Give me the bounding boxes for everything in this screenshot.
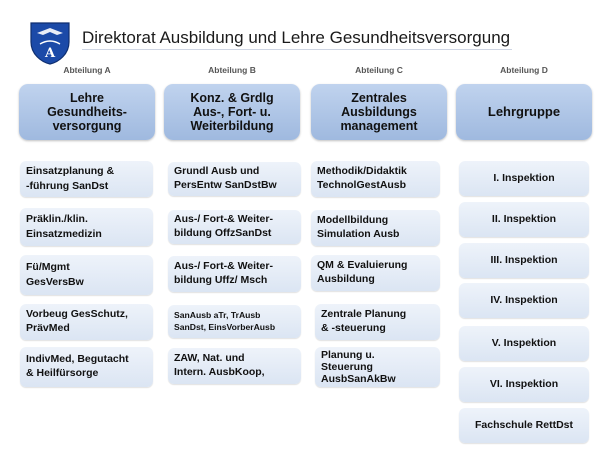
list-item-d4: IV. Inspektion [459, 283, 589, 318]
dept-head-b: Konz. & Grdlg Aus-, Fort- u. Weiterbildung [164, 84, 300, 140]
list-item-b5: ZAW, Nat. und Intern. AusbKoop, [168, 348, 301, 384]
coat-of-arms-logo-icon [28, 20, 72, 66]
list-item-a4: Vorbeug GesSchutz, PrävMed [20, 304, 153, 340]
list-item-b3: Aus-/ Fort-& Weiter- bildung Uffz/ Msch [168, 256, 301, 292]
list-item-a5: IndivMed, Begutacht & Heilfürsorge [20, 347, 153, 387]
list-item-c5: Planung u. Steuerung AusbSanAkBw [315, 347, 440, 387]
list-item-c4: Zentrale Planung & -steuerung [315, 304, 440, 340]
list-item-d6: VI. Inspektion [459, 367, 589, 402]
list-item-a2: Präklin./klin. Einsatzmedizin [20, 208, 153, 246]
list-item-b1: Grundl Ausb und PersEntw SanDstBw [168, 162, 301, 196]
list-item-c3: QM & Evaluierung Ausbildung [311, 255, 440, 291]
list-item-d7: Fachschule RettDst [459, 408, 589, 443]
list-item-a3: Fü/Mgmt GesVersBw [20, 255, 153, 295]
dept-head-a: Lehre Gesundheits- versorgung [19, 84, 155, 140]
title-divider [82, 49, 512, 50]
list-item-c1: Methodik/Didaktik TechnolGestAusb [311, 161, 440, 197]
dept-head-d: Lehrgruppe [456, 84, 592, 140]
list-item-d2: II. Inspektion [459, 202, 589, 237]
list-item-a1: Einsatzplanung & -führung SanDst [20, 161, 153, 197]
dept-label-c: Abteilung C [355, 65, 403, 75]
list-item-d5: V. Inspektion [459, 326, 589, 361]
list-item-d1: I. Inspektion [459, 161, 589, 196]
page-title: Direktorat Ausbildung und Lehre Gesundheitsversorgung [82, 28, 511, 47]
list-item-c2: Modellbildung Simulation Ausb [311, 210, 440, 246]
dept-label-b: Abteilung B [208, 65, 256, 75]
dept-label-d: Abteilung D [500, 65, 548, 75]
list-item-d3: III. Inspektion [459, 243, 589, 278]
list-item-b2: Aus-/ Fort-& Weiter- bildung OffzSanDst [168, 210, 301, 244]
dept-label-a: Abteilung A [63, 65, 111, 75]
dept-head-c: Zentrales Ausbildungs management [311, 84, 447, 140]
logo-letter: A [44, 46, 56, 61]
list-item-b4: SanAusb aTr, TrAusb SanDst, EinsVorberAusb [168, 305, 301, 338]
